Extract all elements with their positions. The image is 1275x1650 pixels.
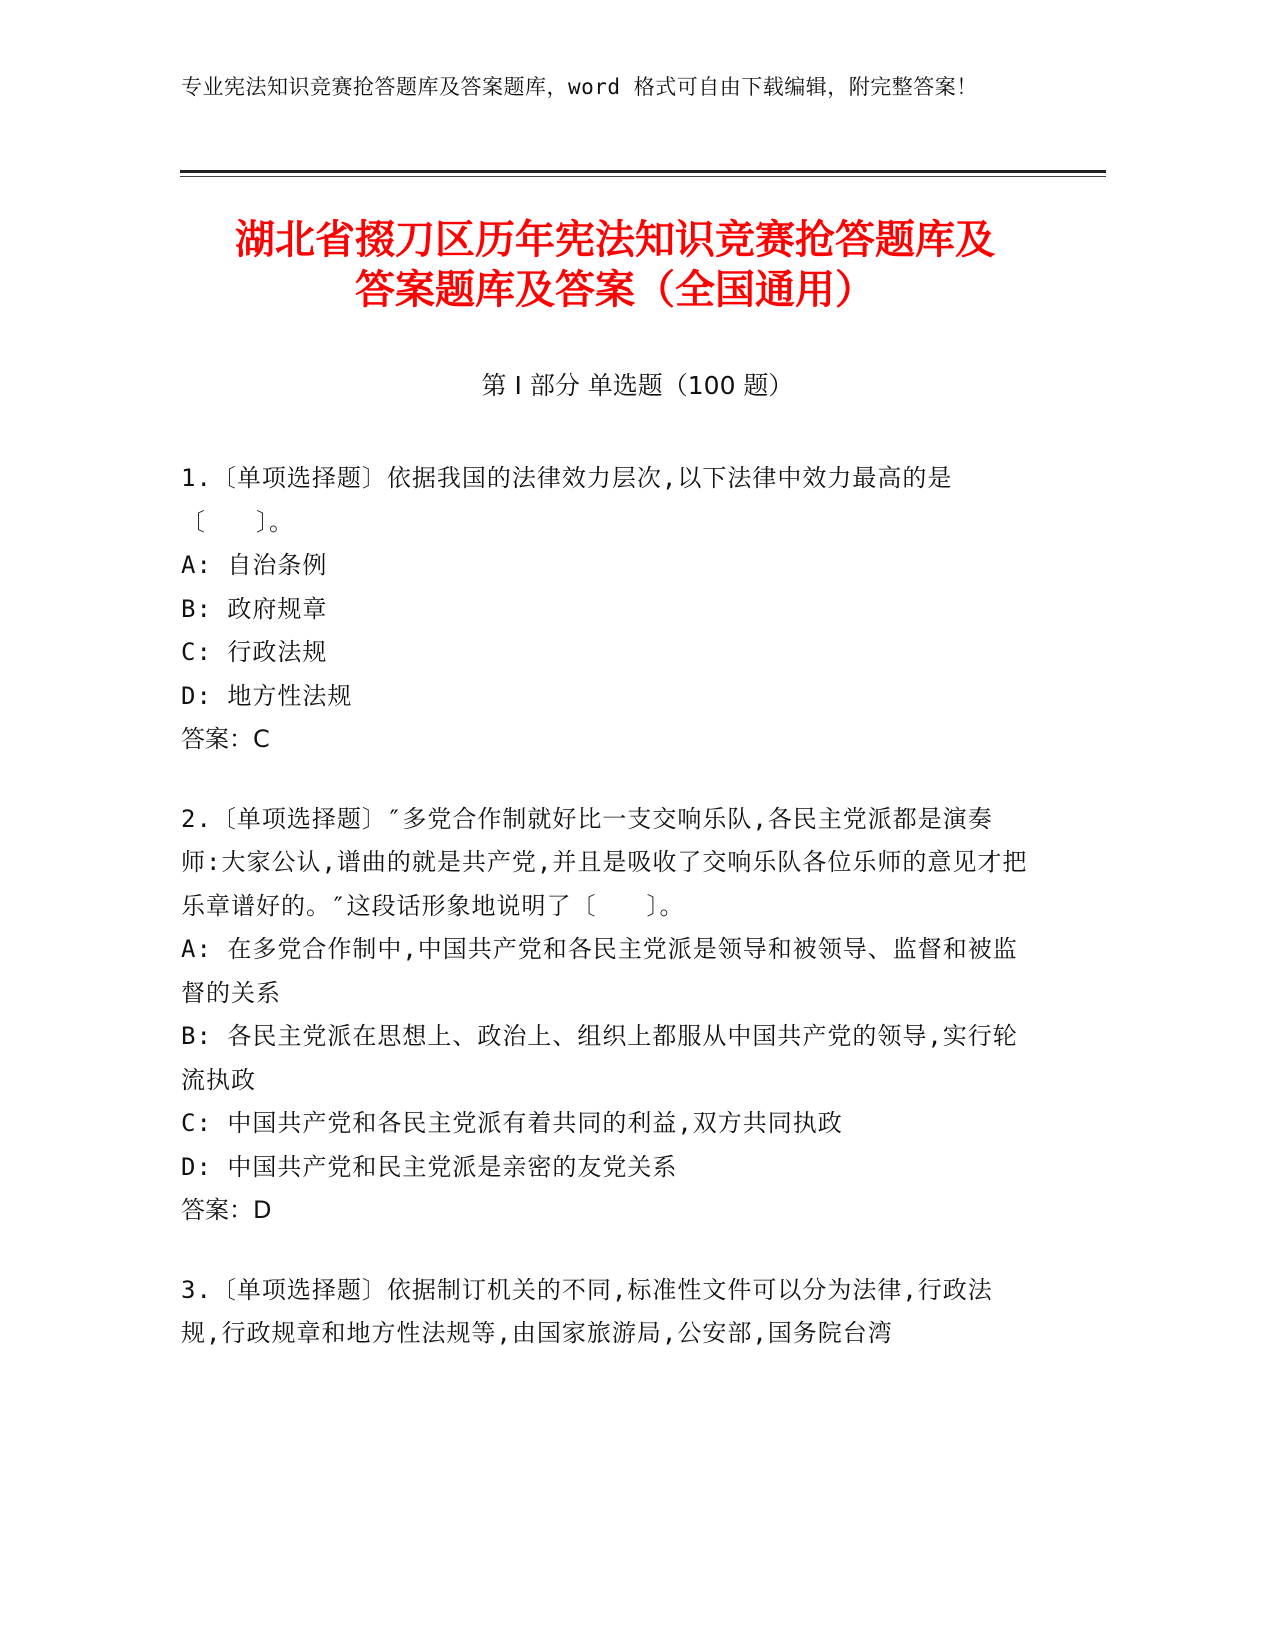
question-3	[181, 1269, 1031, 1356]
option-c: C: 中国共产党和各民主党派有着共同的利益,双方共同执政	[181, 1109, 843, 1137]
document-title	[150, 215, 1080, 315]
option-c: C: 行政法规	[181, 638, 328, 666]
option-d: D: 地方性法规	[181, 681, 353, 710]
answer: 答案：C	[181, 725, 270, 753]
question-2	[181, 798, 1031, 1233]
option-b: B: 政府规章	[181, 594, 328, 623]
question-text: 3.〔单项选择题〕依据制订机关的不同,标准性文件可以分为法律,行政法规,行政规章和地方性法规等,由国家旅游局,公安部,国务院台湾	[181, 1275, 993, 1347]
option-b: B: 各民主党派在思想上、政治上、组织上都服从中国共产党的领导,实行轮流执政	[181, 1022, 1018, 1094]
option-a: A: 自治条例	[181, 551, 328, 579]
answer: 答案：D	[181, 1196, 272, 1224]
header-divider-thick	[180, 170, 1106, 173]
question-text: 2.〔单项选择题〕″多党合作制就好比一支交响乐队,各民主党派都是演奏师:大家公认,谱曲的就是共产党,并且是吸收了交响乐队各位乐师的意见才把乐章谱好的。″这段话形象地说明了〔 〕。	[181, 804, 1028, 920]
question-1	[181, 457, 1031, 762]
header-note: 专业宪法知识竞赛抢答题库及答案题库，word 格式可自由下载编辑，附完整答案！	[181, 75, 978, 99]
question-text: 1.〔单项选择题〕依据我国的法律效力层次,以下法律中效力最高的是〔 〕。	[181, 464, 953, 536]
question-list	[181, 457, 1031, 1392]
document-title-line-1: 湖北省掇刀区历年宪法知识竞赛抢答题库及	[235, 217, 995, 263]
option-a: A: 在多党合作制中,中国共产党和各民主党派是领导和被领导、监督和被监督的关系	[181, 935, 1018, 1007]
header-divider-thin	[180, 176, 1106, 177]
option-d: D: 中国共产党和民主党派是亲密的友党关系	[181, 1152, 678, 1181]
section-title: 第 I 部分 单选题（100 题）	[481, 371, 794, 400]
document-title-line-2: 答案题库及答案（全国通用）	[355, 267, 875, 313]
